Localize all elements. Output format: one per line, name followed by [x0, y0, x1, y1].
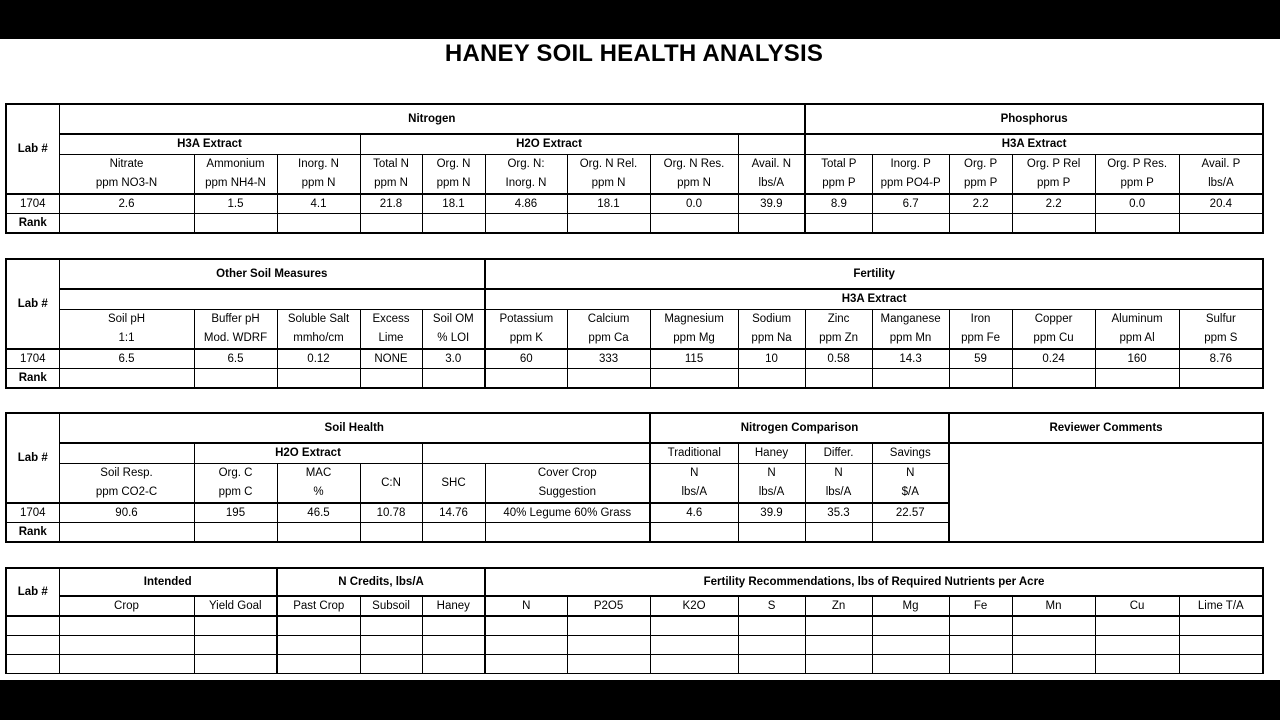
value-cell: 0.0	[650, 194, 738, 214]
bottom-letterbox-bar	[0, 680, 1280, 720]
lab-number-header: Lab #	[6, 413, 59, 503]
value-cell: 8.9	[805, 194, 872, 214]
reviewer-comments-box	[949, 443, 1263, 542]
column-header: Nitrate ppm NO3-N	[59, 155, 194, 195]
column-header: Copper ppm Cu	[1012, 310, 1095, 350]
column-header: Soil pH 1:1	[59, 310, 194, 350]
value-cell: 20.4	[1179, 194, 1263, 214]
column-header: Cover Crop Suggestion	[485, 464, 650, 504]
value-cell: 4.6	[650, 503, 738, 523]
nitrogen-blank-subheader	[738, 134, 805, 155]
column-header: S	[738, 596, 805, 616]
value-cell: 0.24	[1012, 349, 1095, 369]
table-row	[6, 194, 1263, 214]
value-cell: 2.6	[59, 194, 194, 214]
column-header: P2O5	[567, 596, 650, 616]
ncomp-header-haney-l1: Haney	[738, 443, 805, 464]
value-cell: 2.2	[1012, 194, 1095, 214]
value-cell: 90.6	[59, 503, 194, 523]
column-header: Avail. N lbs/A	[738, 155, 805, 195]
reviewer-comments-title: Reviewer Comments	[949, 413, 1263, 443]
value-cell: 21.8	[360, 194, 422, 214]
column-header: Lime T/A	[1179, 596, 1263, 616]
recommendation-column-headers	[6, 596, 1263, 616]
column-header: Org. N: Inorg. N	[485, 155, 567, 195]
column-header: Sulfur ppm S	[1179, 310, 1263, 350]
nitrogen-section-title: Nitrogen	[59, 104, 805, 134]
value-cell: 39.9	[738, 194, 805, 214]
value-cell: 4.86	[485, 194, 567, 214]
column-header: K2O	[650, 596, 738, 616]
column-header: Excess Lime	[360, 310, 422, 350]
column-header: N lbs/A	[738, 464, 805, 504]
column-header: SHC	[422, 464, 485, 504]
soil-health-blank-subheader	[59, 443, 194, 464]
value-cell: 6.5	[194, 349, 277, 369]
column-header: Iron ppm Fe	[949, 310, 1012, 350]
column-header: Buffer pH Mod. WDRF	[194, 310, 277, 350]
ncomp-header-traditional-l1: Traditional	[650, 443, 738, 464]
column-header: N	[485, 596, 567, 616]
column-header: N lbs/A	[805, 464, 872, 504]
fertility-h3a-extract-label: H3A Extract	[485, 289, 1263, 310]
column-header: Soluble Salt mmho/cm	[277, 310, 360, 350]
nitrogen-phosphorus-table	[5, 103, 1264, 234]
column-header: MAC %	[277, 464, 360, 504]
soil-health-table	[5, 412, 1264, 543]
column-header: Crop	[59, 596, 194, 616]
soil-health-h2o-extract-label: H2O Extract	[194, 443, 422, 464]
column-header: N lbs/A	[650, 464, 738, 504]
other-measures-blank-subheader	[59, 289, 485, 310]
column-header: Haney	[422, 596, 485, 616]
column-header: Calcium ppm Ca	[567, 310, 650, 350]
fertility-section-title: Fertility	[485, 259, 1263, 289]
value-cell: 10.78	[360, 503, 422, 523]
value-cell: 0.58	[805, 349, 872, 369]
column-header: Org. P Rel ppm P	[1012, 155, 1095, 195]
lab-number-header: Lab #	[6, 104, 59, 194]
soil-health-section-title: Soil Health	[59, 413, 650, 443]
column-header: Zinc ppm Zn	[805, 310, 872, 350]
column-header: Inorg. P ppm PO4-P	[872, 155, 949, 195]
rank-label: Rank	[6, 214, 59, 234]
column-header: Cu	[1095, 596, 1179, 616]
column-header: Potassium ppm K	[485, 310, 567, 350]
phosphorus-h3a-extract-label: H3A Extract	[805, 134, 1263, 155]
column-header: Org. N ppm N	[422, 155, 485, 195]
column-header: Org. N Rel. ppm N	[567, 155, 650, 195]
column-header: Ammonium ppm NH4-N	[194, 155, 277, 195]
column-header: Subsoil	[360, 596, 422, 616]
column-header: Soil Resp. ppm CO2-C	[59, 464, 194, 504]
value-cell: 35.3	[805, 503, 872, 523]
lab-id-cell: 1704	[6, 503, 59, 523]
lab-id-cell: 1704	[6, 349, 59, 369]
column-header: Zn	[805, 596, 872, 616]
rank-row	[6, 214, 1263, 234]
ncomp-header-savings-l1: Savings	[872, 443, 949, 464]
column-header: Org. P Res. ppm P	[1095, 155, 1179, 195]
value-cell: 59	[949, 349, 1012, 369]
value-cell: 10	[738, 349, 805, 369]
value-cell: 0.0	[1095, 194, 1179, 214]
column-header: Magnesium ppm Mg	[650, 310, 738, 350]
nitrogen-comparison-title: Nitrogen Comparison	[650, 413, 949, 443]
column-header: Manganese ppm Mn	[872, 310, 949, 350]
nitrogen-h2o-extract-label: H2O Extract	[360, 134, 738, 155]
value-cell: 14.76	[422, 503, 485, 523]
other-measures-fertility-table	[5, 258, 1264, 389]
column-header: Mg	[872, 596, 949, 616]
value-cell: 195	[194, 503, 277, 523]
nitrogen-h3a-extract-label: H3A Extract	[59, 134, 360, 155]
value-cell: 1.5	[194, 194, 277, 214]
column-header: Org. C ppm C	[194, 464, 277, 504]
column-header: N $/A	[872, 464, 949, 504]
value-cell: 22.57	[872, 503, 949, 523]
n-credits-section-title: N Credits, lbs/A	[277, 568, 485, 596]
column-header: Fe	[949, 596, 1012, 616]
value-cell: 8.76	[1179, 349, 1263, 369]
value-cell: 6.5	[59, 349, 194, 369]
lab-id-cell: 1704	[6, 194, 59, 214]
value-cell: 333	[567, 349, 650, 369]
value-cell: 2.2	[949, 194, 1012, 214]
lab-number-header: Lab #	[6, 568, 59, 616]
column-header: Yield Goal	[194, 596, 277, 616]
value-cell: 14.3	[872, 349, 949, 369]
value-cell: 46.5	[277, 503, 360, 523]
value-cell: 115	[650, 349, 738, 369]
table-row	[6, 349, 1263, 369]
value-cell: 3.0	[422, 349, 485, 369]
top-letterbox-bar	[0, 0, 1280, 39]
value-cell: 18.1	[422, 194, 485, 214]
column-header: Org. N Res. ppm N	[650, 155, 738, 195]
value-cell: 18.1	[567, 194, 650, 214]
column-header: Sodium ppm Na	[738, 310, 805, 350]
fertility-recommendations-title: Fertility Recommendations, lbs of Required Nutrients per Acre	[485, 568, 1263, 596]
rank-label: Rank	[6, 523, 59, 543]
phosphorus-section-title: Phosphorus	[805, 104, 1263, 134]
rank-row	[6, 369, 1263, 389]
value-cell: 4.1	[277, 194, 360, 214]
other-fertility-column-headers	[6, 310, 1263, 350]
other-soil-measures-title: Other Soil Measures	[59, 259, 485, 289]
value-cell: 0.12	[277, 349, 360, 369]
column-header: Soil OM % LOI	[422, 310, 485, 350]
column-header: Aluminum ppm Al	[1095, 310, 1179, 350]
column-header: Org. P ppm P	[949, 155, 1012, 195]
column-header: Total N ppm N	[360, 155, 422, 195]
table-row	[6, 636, 1263, 655]
table-row	[6, 616, 1263, 636]
value-cell: 60	[485, 349, 567, 369]
soil-health-blank-subheader-2	[422, 443, 650, 464]
column-header: Inorg. N ppm N	[277, 155, 360, 195]
value-cell: 6.7	[872, 194, 949, 214]
page-title: HANEY SOIL HEALTH ANALYSIS	[444, 40, 824, 67]
column-header: C:N	[360, 464, 422, 504]
cover-crop-suggestion-cell: 40% Legume 60% Grass	[485, 503, 650, 523]
value-cell: 39.9	[738, 503, 805, 523]
table-row	[6, 655, 1263, 674]
value-cell: NONE	[360, 349, 422, 369]
value-cell: 160	[1095, 349, 1179, 369]
column-header: Total P ppm P	[805, 155, 872, 195]
column-header: Avail. P lbs/A	[1179, 155, 1263, 195]
column-header: Past Crop	[277, 596, 360, 616]
intended-section-title: Intended	[59, 568, 277, 596]
lab-number-header: Lab #	[6, 259, 59, 349]
column-header: Mn	[1012, 596, 1095, 616]
ncomp-header-differ-l1: Differ.	[805, 443, 872, 464]
fertility-recommendations-table	[5, 567, 1264, 674]
rank-label: Rank	[6, 369, 59, 389]
nitrogen-phosphorus-column-headers	[6, 155, 1263, 195]
